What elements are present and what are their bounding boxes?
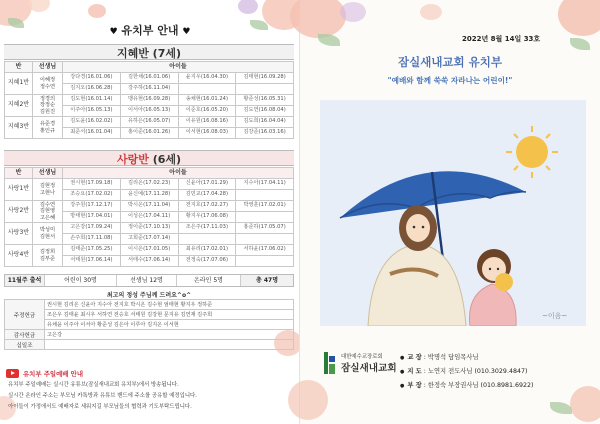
teacher-name: 고은혜 [39, 214, 56, 221]
child-entry: 김지오(16.06.28) [63, 84, 121, 95]
motto: "예배와 함께 쑥쑥 자라나는 어린이!" [387, 76, 513, 85]
staff-name: : 노연지 전도사님 (010.3029.4847) [423, 368, 528, 375]
header-title: 유치부 안내 [121, 24, 179, 37]
staff-row [400, 379, 534, 393]
child-entry: 이성은(17.04.11) [120, 212, 178, 223]
teacher-name: 정수연 [39, 83, 56, 90]
child-entry: 이유원(16.08.16) [178, 117, 236, 128]
child-entry: 조승요(17.02.02) [63, 190, 121, 201]
table-row [5, 73, 294, 84]
offering-row [5, 310, 294, 320]
class-name: 사랑4반 [5, 245, 33, 267]
bullet-icon: ● [400, 355, 405, 361]
child-entry: 서태수(17.06.14) [120, 256, 178, 267]
section-title-main: 사랑반 [116, 153, 149, 166]
class-teachers [33, 201, 63, 223]
girl-eye [497, 268, 499, 270]
flower-decoration [290, 0, 346, 38]
child-entry: 홍이준(16.01.26) [120, 128, 178, 139]
flower-decoration [88, 4, 106, 18]
child-entry: 정이준(17.10.13) [120, 223, 178, 234]
child-entry: 황지우(17.06.08) [178, 212, 236, 223]
child-entry: 김도현(16.01.14) [63, 95, 121, 106]
child-entry [236, 190, 294, 201]
offering-title-text: 최고의 정성 주님께 드려요^o^ [106, 292, 192, 299]
flower-in-hand-icon [495, 273, 513, 291]
flower-decoration [570, 386, 600, 422]
staff-list [400, 351, 534, 393]
offering-label: 감사헌금 [5, 330, 45, 340]
column-header: 반 [5, 62, 33, 73]
issue-date: 2022년 8월 14일 33호 [462, 35, 541, 43]
offering-table [4, 299, 294, 350]
child-entry: 이주아(16.05.13) [63, 106, 121, 117]
child-entry: 맹유현(16.09.28) [120, 95, 178, 106]
jesus-umbrella-illustration [320, 100, 586, 326]
denomination: 대한예수교장로회 [341, 354, 383, 360]
staff-name: : 한정숙 부장권사님 (010.8981.6922) [423, 382, 534, 389]
child-entry: 윤신예(17.11.28) [120, 190, 178, 201]
class-name: 지혜1반 [5, 73, 33, 95]
child-entry [236, 212, 294, 223]
child-entry: 강주원(17.12.17) [63, 201, 121, 212]
child-entry: 윤지우(16.04.30) [178, 73, 236, 84]
attendance-kids: 어린이 30명 [45, 275, 117, 286]
right-page [300, 0, 600, 424]
child-entry: 조은주(17.11.03) [178, 223, 236, 234]
child-entry: 김강준(16.03.16) [236, 128, 294, 139]
offering-row [5, 330, 294, 340]
class-name: 지혜3반 [5, 117, 33, 139]
child-entry: 강주하(16.11.04) [120, 84, 178, 95]
child-entry [236, 234, 294, 245]
child-entry: 김도연(16.08.04) [236, 106, 294, 117]
class-teachers [33, 179, 63, 201]
teacher-name: 홍인규 [39, 127, 56, 134]
bullet-icon: ● [400, 383, 405, 389]
offering-names: 고은강 [45, 330, 294, 340]
wisdom-class-table [4, 61, 294, 139]
table-row [5, 179, 294, 190]
church-logo [324, 352, 397, 374]
offering-names: 조은우 김태윤 최시우 서하연 전승호 서태원 김강현 문지유 김연재 김주희 [45, 310, 294, 320]
child-entry [178, 234, 236, 245]
section-title-wisdom: 지혜반 (7세) [4, 44, 294, 60]
child-entry: 이서아(16.05.13) [120, 106, 178, 117]
column-header: 반 [5, 168, 33, 179]
notice-title: 유치부 주일예배 안내 [23, 370, 84, 378]
table-row [5, 117, 294, 128]
teacher-name: 김수연 [39, 202, 56, 209]
child-entry: 손주희(17.11.08) [63, 234, 121, 245]
staff-row [400, 365, 534, 379]
class-name: 사랑1반 [5, 179, 33, 201]
class-teachers [33, 73, 63, 95]
table-row [5, 201, 294, 212]
leaf-decoration [318, 34, 340, 46]
offering-row [5, 320, 294, 330]
jesus-eye [422, 226, 425, 229]
church-logo-icon [324, 352, 335, 374]
child-entry: 최준서(16.01.04) [63, 128, 121, 139]
child-entry: 박영훈(17.02.01) [236, 201, 294, 212]
flower-decoration [288, 380, 328, 420]
notice-line: 실시간 온라인 주소는 부모님 카톡방과 유튜브 밴드에 주소를 공유할 예정입니다. [8, 393, 197, 399]
class-teachers [33, 245, 63, 267]
teacher-name: 김정희 [39, 249, 56, 256]
attendance-stats [4, 274, 294, 287]
child-entry: 송채현(16.01.24) [178, 95, 236, 106]
teacher-name: 이혜정 [39, 77, 56, 84]
teacher-name: 장정순 [39, 102, 56, 109]
child-entry: 유하은(16.05.07) [120, 117, 178, 128]
child-entry: 김태현(16.09.28) [236, 73, 294, 84]
offering-row [5, 300, 294, 310]
leaf-decoration [550, 402, 572, 414]
attendance-total: 총 47명 [241, 275, 293, 286]
artist-signature: ~이음~ [542, 312, 568, 320]
child-entry [178, 84, 236, 95]
table-row [5, 95, 294, 106]
notice-line: 아이들이 가정에서도 예배자로 세워지길 부모님들의 협력과 기도부탁드립니다. [8, 404, 192, 410]
teacher-name: 김현서 [39, 233, 56, 240]
child-entry: 김태준(17.05.25) [63, 245, 121, 256]
class-teachers [33, 117, 63, 139]
leaf-decoration [570, 38, 590, 50]
column-header: 선생님 [33, 62, 63, 73]
child-entry [236, 256, 294, 267]
section-title-age: (6세) [152, 153, 182, 166]
child-entry: 최유리(17.02.01) [178, 245, 236, 256]
teacher-name: 유준경 [39, 121, 56, 128]
teacher-name: 김원진 [39, 108, 56, 115]
table-row [5, 245, 294, 256]
staff-row [400, 351, 534, 365]
page-header [0, 22, 300, 38]
child-entry: 황준성(16.05.31) [236, 95, 294, 106]
table-row [5, 223, 294, 234]
attendance-teachers: 선생님 12명 [117, 275, 177, 286]
teacher-name: 박성미 [39, 227, 56, 234]
class-name: 사랑3반 [5, 223, 33, 245]
table-header-row [5, 62, 294, 73]
section-title-love [4, 150, 294, 166]
column-header: 선생님 [33, 168, 63, 179]
flower-decoration [238, 0, 258, 14]
child-entry: 김민교(17.04.28) [178, 190, 236, 201]
teacher-name: 정경의 [39, 96, 56, 103]
child-entry: 방태현(17.04.01) [63, 212, 121, 223]
offering-title [4, 290, 294, 299]
notice-line: 유치부 주일예배는 실시간 유튜브(잠실새내교회 유치부)에서 방송됩니다. [8, 382, 179, 388]
flower-decoration [420, 4, 442, 20]
child-entry: 홍준하(17.05.07) [236, 223, 294, 234]
heart-icon: ♥ [109, 27, 118, 37]
youtube-icon [6, 369, 19, 378]
teacher-name: 김현영 [39, 208, 56, 215]
teacher-name: 김부준 [39, 255, 56, 262]
child-entry: 강다경(16.01.06) [63, 73, 121, 84]
column-header: 아이들 [63, 62, 294, 73]
sun-icon [516, 136, 548, 168]
notice-body [8, 380, 292, 413]
jesus-face [406, 214, 430, 242]
child-entry: 서하윤(17.06.02) [236, 245, 294, 256]
child-entry: 이시온(17.01.05) [120, 245, 178, 256]
flower-decoration [340, 2, 366, 22]
jesus-eye [413, 226, 416, 229]
child-entry: 고희준(17.07.14) [120, 234, 178, 245]
offering-names: 권시현 김리온 신윤아 지수아 전지호 박시온 김수현 엄태현 황지우 정하준 [45, 300, 294, 310]
attendance-label: 11월주 출석 [5, 275, 45, 286]
child-entry: 김리온(17.02.23) [120, 179, 178, 190]
girl-eye [489, 268, 491, 270]
child-entry [236, 84, 294, 95]
offering-row [5, 340, 294, 350]
teacher-name: 고현나 [39, 189, 56, 196]
child-entry: 김한채(16.01.06) [120, 73, 178, 84]
love-class-table [4, 167, 294, 267]
bullet-icon: ● [400, 369, 405, 375]
column-header: 아이들 [63, 168, 294, 179]
church-name: 잠실새내교회 [341, 363, 397, 374]
child-entry: 김도윤(16.02.02) [63, 117, 121, 128]
child-entry: 서태원(17.06.14) [63, 256, 121, 267]
child-entry: 고은강(17.09.24) [63, 223, 121, 234]
notice-header [6, 368, 83, 379]
class-teachers [33, 95, 63, 117]
staff-role: 지 도 [407, 368, 422, 375]
offering-label: 주정헌금 [5, 300, 45, 330]
staff-role: 부 장 [407, 382, 422, 389]
offering-names [45, 340, 294, 350]
class-name: 사랑2반 [5, 201, 33, 223]
offering-names: 유채윤 이주아 이서아 황준성 김은아 이루아 김지온 이서현 [45, 320, 294, 330]
child-entry: 신윤아(17.01.29) [178, 179, 236, 190]
child-entry: 박시온(17.11.04) [120, 201, 178, 212]
child-entry: 전지호(17.02.27) [178, 201, 236, 212]
child-entry: 이서현(16.08.03) [178, 128, 236, 139]
child-entry: 이준호(16.05.20) [178, 106, 236, 117]
flower-decoration [558, 0, 600, 36]
child-entry: 김도희(16.04.04) [236, 117, 294, 128]
church-title: 잠실새내교회 유치부 [398, 55, 502, 69]
staff-name: : 박명석 담임목사님 [423, 354, 479, 361]
offering-label: 십일조 [5, 340, 45, 350]
table-header-row [5, 168, 294, 179]
class-name: 지혜2반 [5, 95, 33, 117]
attendance-online: 온라인 5명 [177, 275, 241, 286]
child-entry: 전정숙(17.07.06) [178, 256, 236, 267]
heart-icon: ♥ [182, 27, 191, 37]
class-teachers [33, 223, 63, 245]
teacher-name: 김현정 [39, 183, 56, 190]
staff-role: 교 장 [407, 354, 422, 361]
child-entry: 지수아(17.04.11) [236, 179, 294, 190]
child-entry: 권시현(17.09.18) [63, 179, 121, 190]
